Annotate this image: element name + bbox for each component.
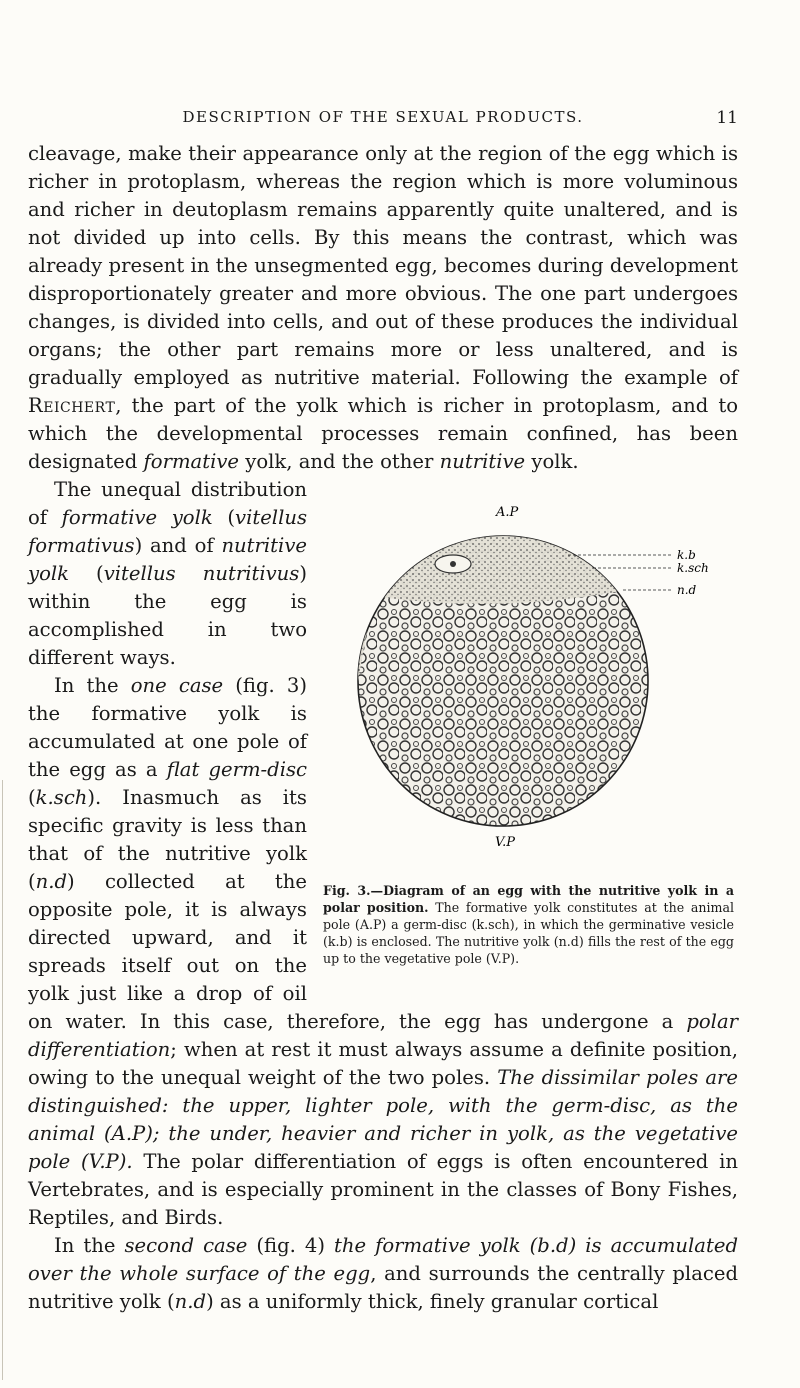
label-ap: A.P (496, 505, 519, 520)
paragraph-2: The unequal distribution of formative yolk (vitellus formativus) and of nutritive yolk (vitellus nutritivus) within the egg is accomplished in two different ways. (28, 478, 308, 669)
egg-diagram (333, 476, 733, 876)
paragraph-1: cleavage, make their appearance only at the region of the egg which is richer in protoplasm, whereas the region which is more voluminous and richer in deutoplasm remains apparently quite unaltered, and is not divided up into cells. By this means the contrast, which was already present in the unsegmented egg, becomes during development disproportionately greater and more obvious. The one part undergoes changes, is divided into cells, and out of these produces the individual organs; the other part remains more or less unaltered, and is gradually employed as nutritive material. Following the example of Reichert, the part of the yolk which is richer in protoplasm, and to which the developmental processes remain confined, has been designated formative yolk, and the other nutritive yolk. (28, 142, 738, 473)
page-number: 11 (716, 108, 738, 128)
scan-margin-line (2, 780, 3, 1380)
header-title: DESCRIPTION OF THE SEXUAL PRODUCTS. (182, 108, 584, 126)
germinative-vesicle-nucleus (450, 561, 456, 567)
paragraph-4: In the second case (fig. 4) the formative yolk (b.d) is accumulated over the whole surface of the egg, and surrounds the centrally placed nutritive yolk (n.d) as a uniformly thick, finely granular cortical (28, 1234, 738, 1313)
paragraph-3: In the one case (fig. 3) the formative yolk is accumulated at one pole of the egg as a flat germ-disc (k.sch). Inasmuch as its specific gravity is less than that of the nutritive yolk (n.d) collected at the opposite pole, it is always directed upward, and it spreads itself out on the yolk just like a drop of oil on water. In this case, therefore, the egg has undergone a polar differentiation; when at rest it must always assume a definite position, owing to the unequal weight of the two poles. The dissimilar poles are distinguished: the upper, lighter pole, with the germ-disc, as the animal (A.P); the under, heavier and richer in yolk, as the vegetative pole (V.P). The polar differentiation of eggs is often encountered in Vertebrates, and is especially prominent in the classes of Bony Fishes, Reptiles, and Birds. (28, 674, 738, 1229)
figure-3 (323, 476, 738, 996)
body-text (28, 140, 738, 1316)
figure-caption: Fig. 3.—Diagram of an egg with the nutritive yolk in a polar position. The formative yolk constitutes at the animal pole (A.P) a germ-disc (k.sch), in which the germinative vesicle (k.b) is enclosed. The nutritive yolk (n.d) fills the rest of the egg up to the vegetative pole (V.P). (323, 883, 734, 966)
label-kb: k.b (677, 548, 696, 562)
label-nd: n.d (677, 583, 697, 597)
label-vp: V.P (495, 835, 515, 850)
label-ksch: k.sch (677, 561, 709, 575)
author-reichert: Reichert (28, 394, 116, 417)
running-header (28, 108, 738, 126)
